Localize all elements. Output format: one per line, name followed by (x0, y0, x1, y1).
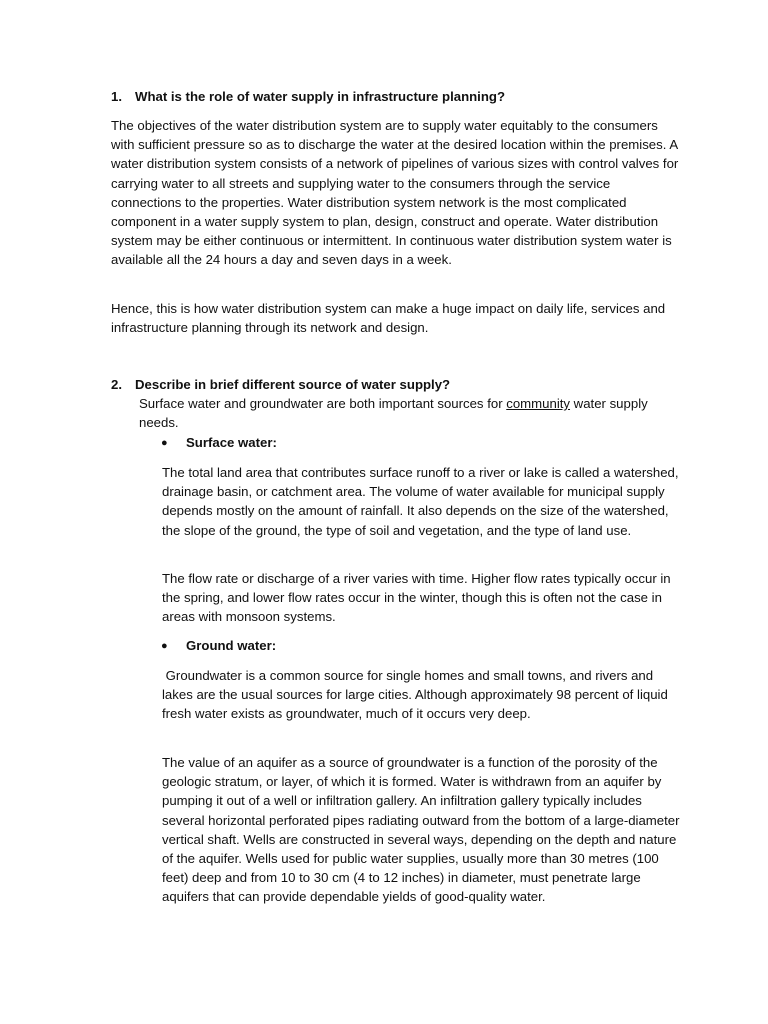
question-2-heading (111, 376, 450, 394)
question-1-title: What is the role of water supply in infrastructure planning? (135, 89, 506, 104)
q2-intro-after: water supply needs. (139, 396, 648, 431)
ground-water-paragraph-2: The value of an aquifer as a source of groundwater is a function of the porosity of the geologic stratum, or layer, of which it is formed. Water is withdrawn from an aquifer by pumping it out of a well or infiltration gallery. An infiltration gallery typically includes several horizontal perforated pipes radiating outward from the bottom of a large-diameter vertical shaft. Wells are constructed in several ways, depending on the depth and nature of the aquifer. Wells used for public water supplies, usually more than 30 metres (100 feet) deep and from 10 to 30 cm (4 to 12 inches) in diameter, must penetrate large aquifers that can provide dependable yields of good-quality water. (162, 755, 680, 905)
question-1-heading (111, 88, 505, 106)
bullet-dot-icon: ● (161, 437, 168, 449)
surface-water-paragraph-2: The flow rate or discharge of a river varies with time. Higher flow rates typically occur in the spring, and lower flow rates occur in the winter, though this is often not the case in areas with monsoon systems. (162, 571, 671, 625)
surface-water-bullet (161, 434, 277, 452)
surface-water-title: Surface water: (186, 435, 277, 450)
ground-water-bullet (161, 637, 276, 655)
question-2-number: 2. (111, 377, 122, 392)
question-2-title: Describe in brief different source of water supply? (135, 377, 451, 392)
q1-paragraph-2: Hence, this is how water distribution system can make a huge impact on daily life, services and infrastructure planning through its network and design. (111, 301, 666, 336)
q1-paragraph-1: The objectives of the water distribution system are to supply water equitably to the consumers with sufficient pressure so as to discharge the water at the desired location within the premises. A water distribution system consists of a network of pipelines of various sizes with control valves for carrying water to all streets and supplying water to the consumers through the service connections to the properties. Water distribution system network is the most complicated component in a water supply system to plan, design, construct and operate. Water distribution system may be either continuous or intermittent. In continuous water distribution system water is available all the 24 hours a day and seven days in a week. (111, 118, 679, 268)
q2-intro-before: Surface water and groundwater are both important sources for (139, 396, 507, 411)
community-link[interactable]: community (506, 396, 571, 411)
bullet-dot-icon: ● (161, 640, 168, 652)
question-1-number: 1. (111, 89, 122, 104)
ground-water-paragraph-1: Groundwater is a common source for single homes and small towns, and rivers and lakes are the usual sources for large cities. Although approximately 98 percent of liquid fresh water exists as groundwater, much of it occurs very deep. (162, 668, 672, 722)
ground-water-title: Ground water: (186, 638, 277, 653)
surface-water-paragraph-1: The total land area that contributes surface runoff to a river or lake is called a watershed, drainage basin, or catchment area. The volume of water available for municipal supply depends mostly on the amount of rainfall. It also depends on the size of the watershed, the slope of the ground, the type of soil and vegetation, and the type of land use. (162, 465, 679, 538)
q2-intro (139, 394, 659, 432)
